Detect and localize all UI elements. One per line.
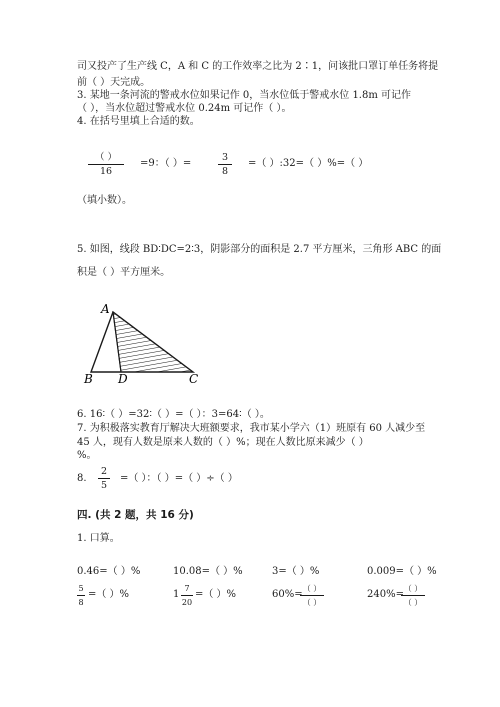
q4-fraction-2-denominator: 8: [221, 166, 229, 177]
label-c: C: [189, 372, 199, 385]
q7-line-3: %。: [77, 450, 97, 461]
section-4-q1-title: 1. 口算。: [77, 533, 120, 544]
q4-fraction-1-numerator: （ ）: [94, 152, 118, 163]
q8-equation: =（ ）：（ ）=（ ）÷（ ）: [120, 473, 238, 484]
calc-item-8-left: 240%=: [367, 589, 404, 600]
calc-item-7-fraction: [300, 583, 324, 608]
q8-fraction: [98, 466, 110, 491]
calc-item-6-fraction: [181, 583, 193, 608]
calc-item-4: 0.009=（ ）%: [367, 566, 437, 577]
q3-line-1: 3. 某地一条河流的警戒水位如果记作 0，当水位低于警戒水位 1.8m 可记作: [77, 90, 412, 101]
calc-item-5-denominator: 8: [78, 598, 84, 607]
calc-item-5-numerator: 5: [78, 584, 84, 593]
calc-item-8-fraction: [401, 583, 425, 608]
q4-fraction-1-denominator: 16: [99, 166, 113, 177]
q4-equation-part-1: =9：（ ）=: [140, 158, 192, 169]
q8-fraction-numerator: 2: [100, 466, 108, 477]
calc-item-6-denominator: 20: [181, 598, 193, 607]
label-d: D: [118, 372, 128, 385]
calc-item-6-whole: 1: [173, 589, 180, 600]
q4-note: （填小数）。: [77, 195, 132, 206]
q4-fraction-2: [218, 152, 232, 177]
q3-line-2: （ ），当水位超过警戒水位 0.24m 可记作（ ）。: [77, 103, 292, 114]
calc-item-5-fraction: [77, 583, 85, 608]
q6-line-1: 6. 16∶（ ）=32∶（ ）=（ ）：3=64∶（ ）。: [77, 409, 270, 420]
calc-item-8-numerator: （ ）: [403, 584, 423, 593]
q7-line-1: 7. 为积极落实教育厅解决大班额要求，我市某小学六（1）班原有 60 人减少至: [77, 423, 426, 434]
q2-line-2: 前（ ）天完成。: [77, 77, 151, 88]
q5-line-2: 积是（ ）平方厘米。: [77, 267, 171, 278]
q8-prefix: 8.: [77, 473, 87, 484]
calc-item-8-denominator: （ ）: [403, 598, 423, 607]
calc-item-2: 10.08=（ ）%: [173, 566, 243, 577]
q7-line-2: 45 人，现有人数是原来人数的（ ）%；现在人数比原来减少（ ）: [77, 437, 369, 448]
calc-item-3: 3=（ ）%: [272, 566, 320, 577]
label-a: A: [101, 302, 110, 316]
calc-item-7-denominator: （ ）: [302, 598, 322, 607]
calc-item-7-left: 60%=: [272, 589, 303, 600]
label-b: B: [84, 372, 93, 385]
section-4-heading: 四. (共 2 题，共 16 分): [77, 509, 194, 521]
calc-item-6-rest: =（ ）%: [195, 589, 237, 600]
q4-title: 4. 在括号里填上合适的数。: [77, 116, 200, 127]
q8-fraction-denominator: 5: [100, 480, 108, 491]
calc-item-5-rest: =（ ）%: [88, 589, 130, 600]
q2-line-1: 司又投产了生产线 C，A 和 C 的工作效率之比为 2∶1，问该批口罩订单任务将提: [77, 61, 439, 72]
calc-item-7-numerator: （ ）: [302, 584, 322, 593]
q5-line-1: 5. 如图，线段 BD∶DC=2∶3，阴影部分的面积是 2.7 平方厘米，三角形 ABC 的面: [77, 244, 442, 255]
q4-fraction-1: [88, 152, 124, 177]
calc-item-1: 0.46=（ ）%: [77, 566, 141, 577]
calc-item-6-numerator: 7: [184, 584, 190, 593]
q4-fraction-2-numerator: 3: [221, 152, 229, 163]
q4-equation-part-2: =（ ）:32=（ ）%=（ ）: [248, 158, 369, 169]
triangle-abc-figure: [80, 300, 210, 385]
